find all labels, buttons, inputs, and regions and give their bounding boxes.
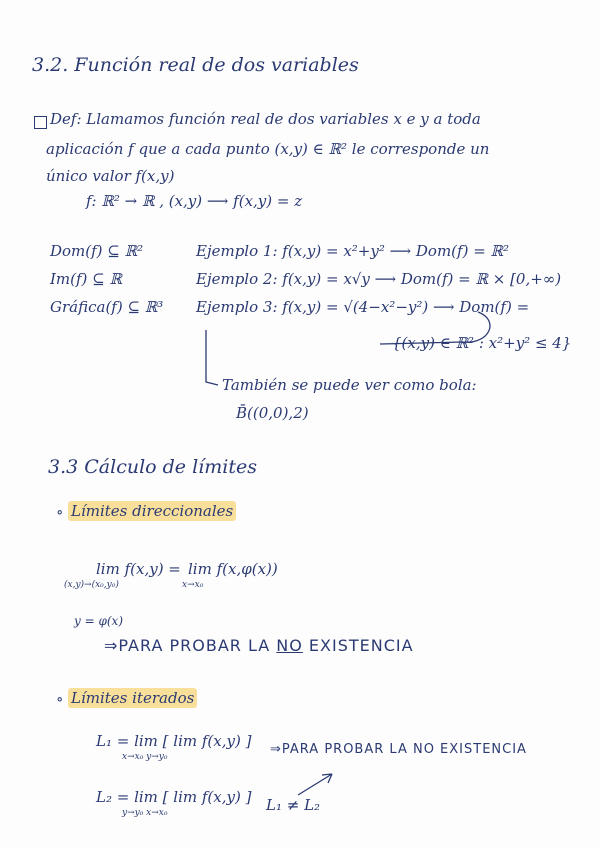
example-1: Ejemplo 1: f(x,y) = x²+y² ⟶ Dom(f) = ℝ²	[196, 242, 510, 260]
directional-limits-heading: Límites direccionales	[68, 502, 236, 520]
directional-note: ⇒PARA PROBAR LA NO EXISTENCIA	[104, 636, 414, 655]
direction-condition: y = φ(x)	[74, 614, 123, 628]
section-3-2-title: 3.2. Función real de dos variables	[32, 54, 359, 76]
no-underlined: NO	[276, 636, 303, 655]
definition-line-1: Def: Llamamos función real de dos variables x e y a toda	[50, 110, 481, 128]
iterated-limit-L1: L₁ = lim [ lim f(x,y) ]	[96, 732, 252, 750]
iterated-limit-L2-sub: y→y₀ x→x₀	[122, 808, 168, 818]
graph-property: Gráfica(f) ⊆ ℝ³	[50, 298, 164, 316]
example-2: Ejemplo 2: f(x,y) = x√y ⟶ Dom(f) = ℝ × [0,+∞)	[196, 270, 562, 288]
iterated-limit-L2: L₂ = lim [ lim f(x,y) ]	[96, 788, 252, 806]
section-3-3-title: 3.3 Cálculo de límites	[48, 456, 257, 478]
iterated-note: ⇒PARA PROBAR LA NO EXISTENCIA	[270, 742, 527, 757]
example-3: Ejemplo 3: f(x,y) = √(4−x²−y²) ⟶ Dom(f) =	[196, 298, 530, 316]
example-3-note: También se puede ver como bola:	[222, 376, 477, 394]
domain-property: Dom(f) ⊆ ℝ²	[50, 242, 144, 260]
iterated-limits-heading: Límites iterados	[68, 689, 197, 707]
bullet-icon: ∘	[56, 690, 64, 708]
iterated-limit-L1-sub: x→x₀ y→y₀	[122, 752, 168, 762]
limits-not-equal: L₁ ≠ L₂	[266, 796, 321, 814]
example-3-set: {(x,y) ∈ ℝ² : x²+y² ≤ 4}	[392, 334, 572, 352]
bullet-icon: ∘	[56, 503, 64, 521]
definition-mapping: f: ℝ² → ℝ , (x,y) ⟶ f(x,y) = z	[86, 192, 303, 210]
directional-limit-lhs: lim f(x,y) =	[96, 560, 181, 578]
directional-limit-lhs-sub: (x,y)→(x₀,y₀)	[64, 580, 119, 590]
example-3-ball: B̄((0,0),2)	[236, 404, 309, 422]
directional-limit-rhs-sub: x→x₀	[182, 580, 204, 590]
definition-line-2: aplicación f que a cada punto (x,y) ∈ ℝ² le corresponde un	[46, 140, 490, 158]
definition-line-3: único valor f(x,y)	[46, 167, 175, 185]
directional-limit-rhs: lim f(x,φ(x))	[188, 560, 278, 578]
checkbox-icon	[34, 116, 47, 129]
image-property: Im(f) ⊆ ℝ	[50, 270, 122, 288]
